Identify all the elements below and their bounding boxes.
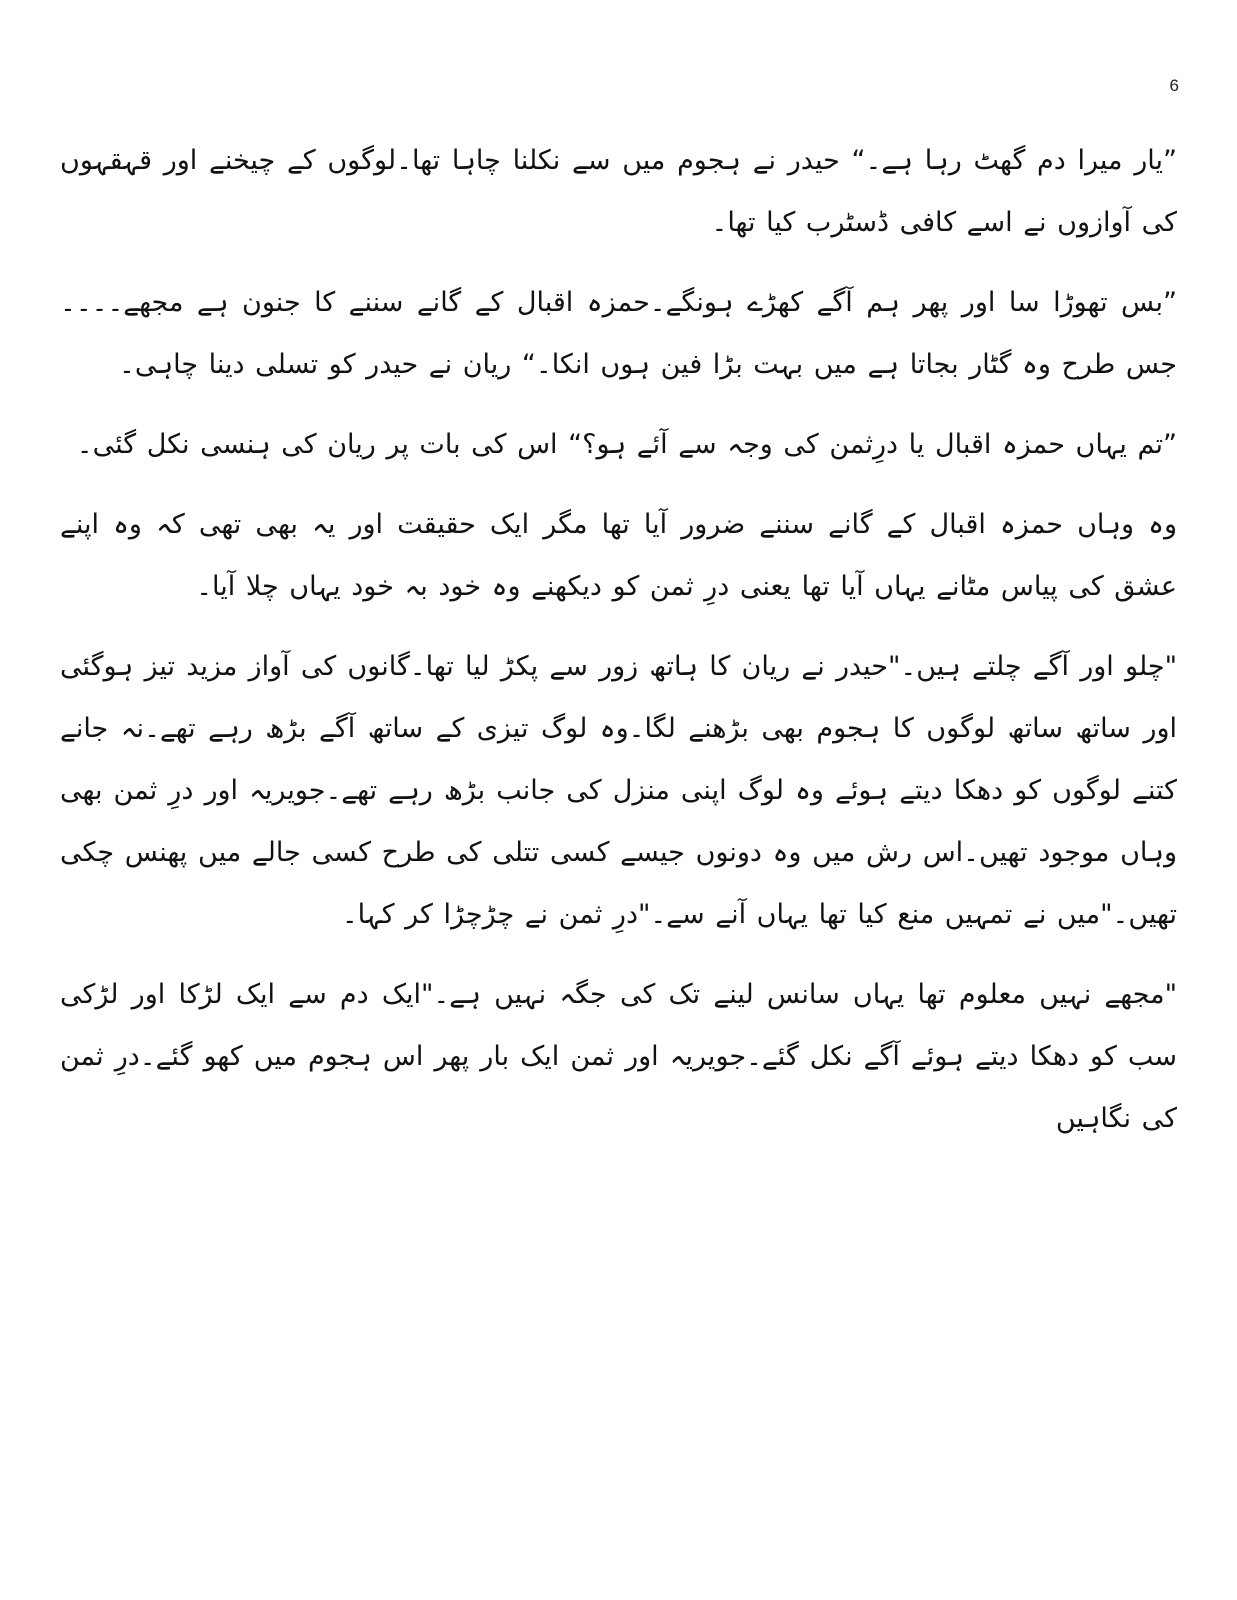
- paragraph-1: ”یار میرا دم گھٹ رہا ہے۔“ حیدر نے ہجوم میں سے نکلنا چاہا تھا۔لوگوں کے چیخنے اور قہقہوں کی آوازوں نے اسے کافی ڈسٹرب کیا تھا۔: [60, 145, 1177, 238]
- paragraph-6: "مجھے نہیں معلوم تھا یہاں سانس لینے تک کی جگہ نہیں ہے۔"ایک دم سے ایک لڑکا اور لڑکی سب کو دھکا دیتے ہوئے آگے نکل گئے۔جویریہ اور ثمن ایک بار پھر اس ہجوم میں کھو گئے۔درِ ثمن کی نگاہیں: [60, 979, 1177, 1134]
- paragraph-2: ”بس تھوڑا سا اور پھر ہم آگے کھڑے ہونگے۔حمزہ اقبال کے گانے سننے کا جنون ہے مجھے۔۔۔۔جس طرح وہ گٹار بجاتا ہے میں بہت بڑا فین ہوں انکا۔“ ریان نے حیدر کو تسلی دینا چاہی۔: [60, 287, 1177, 380]
- text-body: [60, 130, 1177, 1168]
- page-number: 6: [1169, 76, 1179, 95]
- paragraph-4: وہ وہاں حمزہ اقبال کے گانے سننے ضرور آیا تھا مگر ایک حقیقت اور یہ بھی تھی کہ وہ اپنے عشق کی پیاس مٹانے یہاں آیا تھا یعنی درِ ثمن کو دیکھنے وہ خود بہ خود یہاں چلا آیا۔: [60, 509, 1177, 602]
- paragraph-3: ”تم یہاں حمزہ اقبال یا درِثمن کی وجہ سے آئے ہو؟“ اس کی بات پر ریان کی ہنسی نکل گئی۔: [76, 429, 1177, 460]
- paragraph-5: "چلو اور آگے چلتے ہیں۔"حیدر نے ریان کا ہاتھ زور سے پکڑ لیا تھا۔گانوں کی آواز مزید تیز ہوگئی اور ساتھ ساتھ لوگوں کا ہجوم بھی بڑھنے لگا۔وہ لوگ تیزی کے ساتھ آگے بڑھ رہے تھے۔نہ جانے کتنے لوگوں کو دھکا دیتے ہوئے وہ لوگ اپنی منزل کی جانب بڑھ رہے تھے۔جویریہ اور درِ ثمن بھی وہاں موجود تھیں۔اس رش میں وہ دونوں جیسے کسی تتلی کی طرح کسی جالے میں پھنس چکی تھیں۔"میں نے تمہیں منع کیا تھا یہاں آنے سے۔"درِ ثمن نے چڑچڑا کر کہا۔: [60, 651, 1177, 930]
